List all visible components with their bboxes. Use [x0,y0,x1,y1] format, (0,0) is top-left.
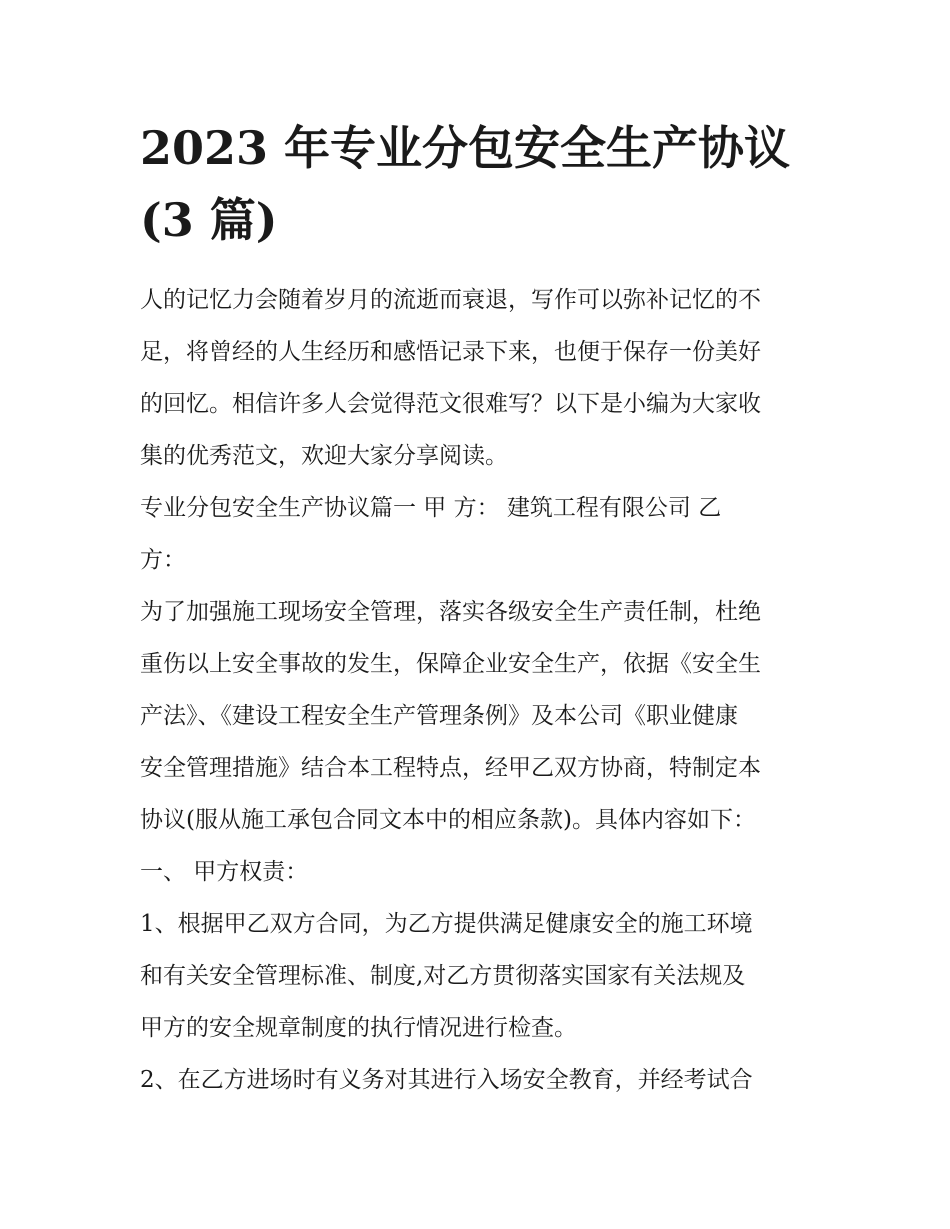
body-line: 甲方的安全规章制度的执行情况进行检查。 [140,1015,577,1041]
body-line: 专业分包安全生产协议篇一 甲 方： 建筑工程有限公司 乙 [140,495,722,521]
body-line: 集的优秀范文，欢迎大家分享阅读。 [140,443,508,469]
body-line: 足，将曾经的人生经历和感悟记录下来，也便于保存一份美好 [140,339,761,365]
title-line-1: 2023 年专业分包安全生产协议 [140,121,791,175]
document-body [140,274,830,1106]
body-line: 的回忆。相信许多人会觉得范文很难写？以下是小编为大家收 [140,391,761,417]
document-title [140,112,830,256]
title-line-2: (3 篇) [140,193,278,247]
body-line: 安全管理措施》结合本工程特点，经甲乙双方协商，特制定本 [140,755,761,781]
body-line: 重伤以上安全事故的发生，保障企业安全生产，依据《安全生 [140,651,761,677]
body-line: 一、 甲方权责： [140,859,309,885]
body-line: 方： [140,547,186,573]
document-page [140,112,830,1106]
body-line: 为了加强施工现场安全管理，落实各级安全生产责任制，杜绝 [140,599,761,625]
body-line: 协议(服从施工承包合同文本中的相应条款)。具体内容如下： [140,807,756,833]
body-line: 人的记忆力会随着岁月的流逝而衰退，写作可以弥补记忆的不 [140,287,761,313]
body-line: 2、在乙方进场时有义务对其进行入场安全教育，并经考试合 [140,1067,753,1093]
body-line: 1、根据甲乙双方合同，为乙方提供满足健康安全的施工环境 [140,911,753,937]
body-line: 和有关安全管理标准、制度,对乙方贯彻落实国家有关法规及 [140,963,746,989]
body-line: 产法》、《建设工程安全生产管理条例》及本公司《职业健康 [140,703,738,729]
